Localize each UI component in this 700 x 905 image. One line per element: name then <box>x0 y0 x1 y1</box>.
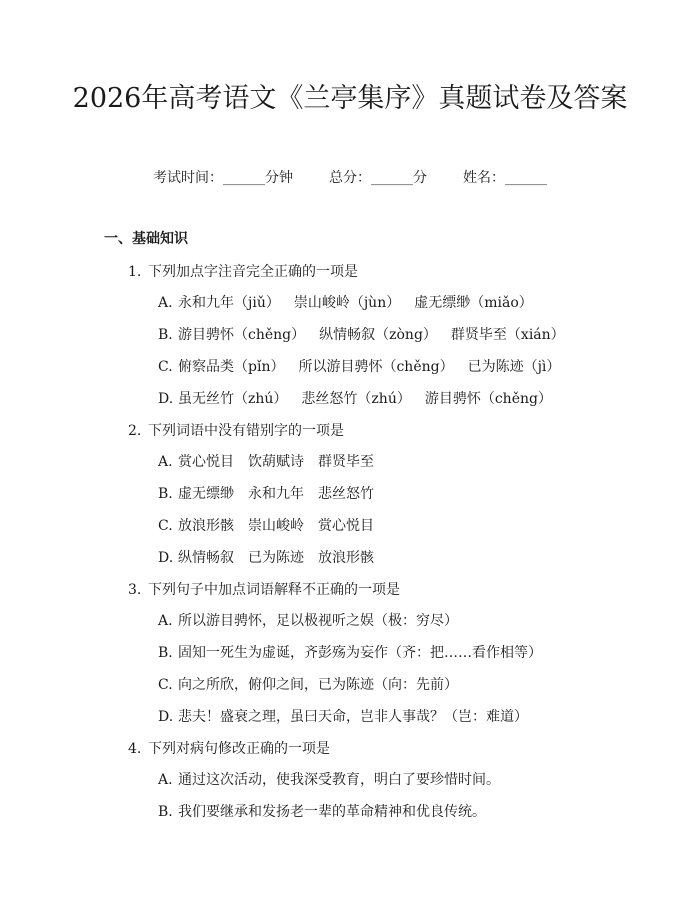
option-part: 虚无缥缈 <box>178 486 234 502</box>
option-label: D. <box>158 391 174 407</box>
option-part: 游目骋怀（chěng） <box>178 327 306 343</box>
option-text: 向之所欣，俯仰之间，已为陈迹（向：先前） <box>178 677 458 693</box>
option-part: 游目骋怀（chěng） <box>424 391 552 407</box>
section-heading: 一、基础知识 <box>104 231 188 247</box>
option-part: 放浪形骸 <box>318 550 374 566</box>
option-part: 放浪形骸 <box>178 518 234 534</box>
option-label: A. <box>158 454 173 470</box>
option-label: B. <box>158 645 173 661</box>
total-score-label: 总分：______分 <box>329 170 427 186</box>
option-part: 永和九年 <box>248 486 304 502</box>
option-part: 悲丝怒竹 <box>318 486 374 502</box>
question-1 <box>128 262 358 282</box>
option-part: 崇山峻岭（jùn） <box>293 295 401 311</box>
option-label: A. <box>158 772 173 788</box>
option-text: 我们要继承和发扬老一辈的革命精神和优良传统。 <box>178 804 486 820</box>
question-4-option-a <box>158 770 500 790</box>
option-label: C. <box>158 359 173 375</box>
option-part: 赏心悦目 <box>318 518 374 534</box>
option-text: 所以游目骋怀，足以极视听之娱（极：穷尽） <box>178 613 458 629</box>
option-part: 已为陈迹（jì） <box>467 359 561 375</box>
option-part: 所以游目骋怀（chěng） <box>298 359 454 375</box>
question-stem: 下列加点字注音完全正确的一项是 <box>148 264 358 280</box>
question-2 <box>128 421 344 441</box>
question-3-option-d <box>158 707 528 727</box>
option-part: 赏心悦目 <box>178 454 234 470</box>
document-title: 2026年高考语文《兰亭集序》真题试卷及答案 <box>72 83 628 114</box>
question-1-option-a <box>158 293 533 313</box>
option-part: 已为陈迹 <box>248 550 304 566</box>
option-text: 悲夫！盛衰之理，虽曰天命，岂非人事哉？（岂：难道） <box>178 709 528 725</box>
option-label: B. <box>158 486 173 502</box>
option-label: B. <box>158 804 173 820</box>
question-2-option-d <box>158 548 374 568</box>
question-stem: 下列句子中加点词语解释不正确的一项是 <box>148 582 400 598</box>
question-3-option-a <box>158 611 458 631</box>
option-part: 崇山峻岭 <box>248 518 304 534</box>
option-label: D. <box>158 709 174 725</box>
question-2-option-b <box>158 484 374 504</box>
question-1-option-c <box>158 357 560 377</box>
question-3-option-c <box>158 675 458 695</box>
question-number: 2. <box>128 423 142 439</box>
option-part: 悲丝怒竹（zhú） <box>301 391 411 407</box>
question-stem: 下列词语中没有错别字的一项是 <box>148 423 344 439</box>
question-2-option-c <box>158 516 374 536</box>
option-part: 虽无丝竹（zhú） <box>178 391 288 407</box>
question-3-option-b <box>158 643 542 663</box>
question-2-option-a <box>158 452 374 472</box>
option-part: 虚无缥缈（miǎo） <box>414 295 533 311</box>
option-label: C. <box>158 677 173 693</box>
question-4 <box>128 739 330 759</box>
exam-meta <box>0 168 700 188</box>
question-number: 1. <box>128 264 142 280</box>
option-text: 通过这次活动，使我深受教育，明白了要珍惜时间。 <box>178 772 500 788</box>
option-part: 群贤毕至 <box>318 454 374 470</box>
option-label: C. <box>158 518 173 534</box>
question-1-option-b <box>158 325 565 345</box>
option-text: 固知一死生为虚诞，齐彭殇为妄作（齐：把……看作相等） <box>178 645 542 661</box>
question-1-option-d <box>158 389 552 409</box>
name-label: 姓名：______ <box>463 170 547 186</box>
question-4-option-b <box>158 802 486 822</box>
option-label: B. <box>158 327 173 343</box>
option-label: A. <box>158 613 173 629</box>
exam-time-label: 考试时间：______分钟 <box>153 170 293 186</box>
question-3 <box>128 580 400 600</box>
option-part: 群贤毕至（xián） <box>450 327 565 343</box>
option-part: 纵情畅叙（zòng） <box>319 327 437 343</box>
question-number: 4. <box>128 741 142 757</box>
option-label: A. <box>158 295 173 311</box>
option-part: 永和九年（jiǔ） <box>178 295 280 311</box>
question-stem: 下列对病句修改正确的一项是 <box>148 741 330 757</box>
question-number: 3. <box>128 582 142 598</box>
option-part: 饮葫赋诗 <box>248 454 304 470</box>
option-label: D. <box>158 550 174 566</box>
option-part: 纵情畅叙 <box>178 550 234 566</box>
option-part: 俯察品类（pǐn） <box>178 359 285 375</box>
